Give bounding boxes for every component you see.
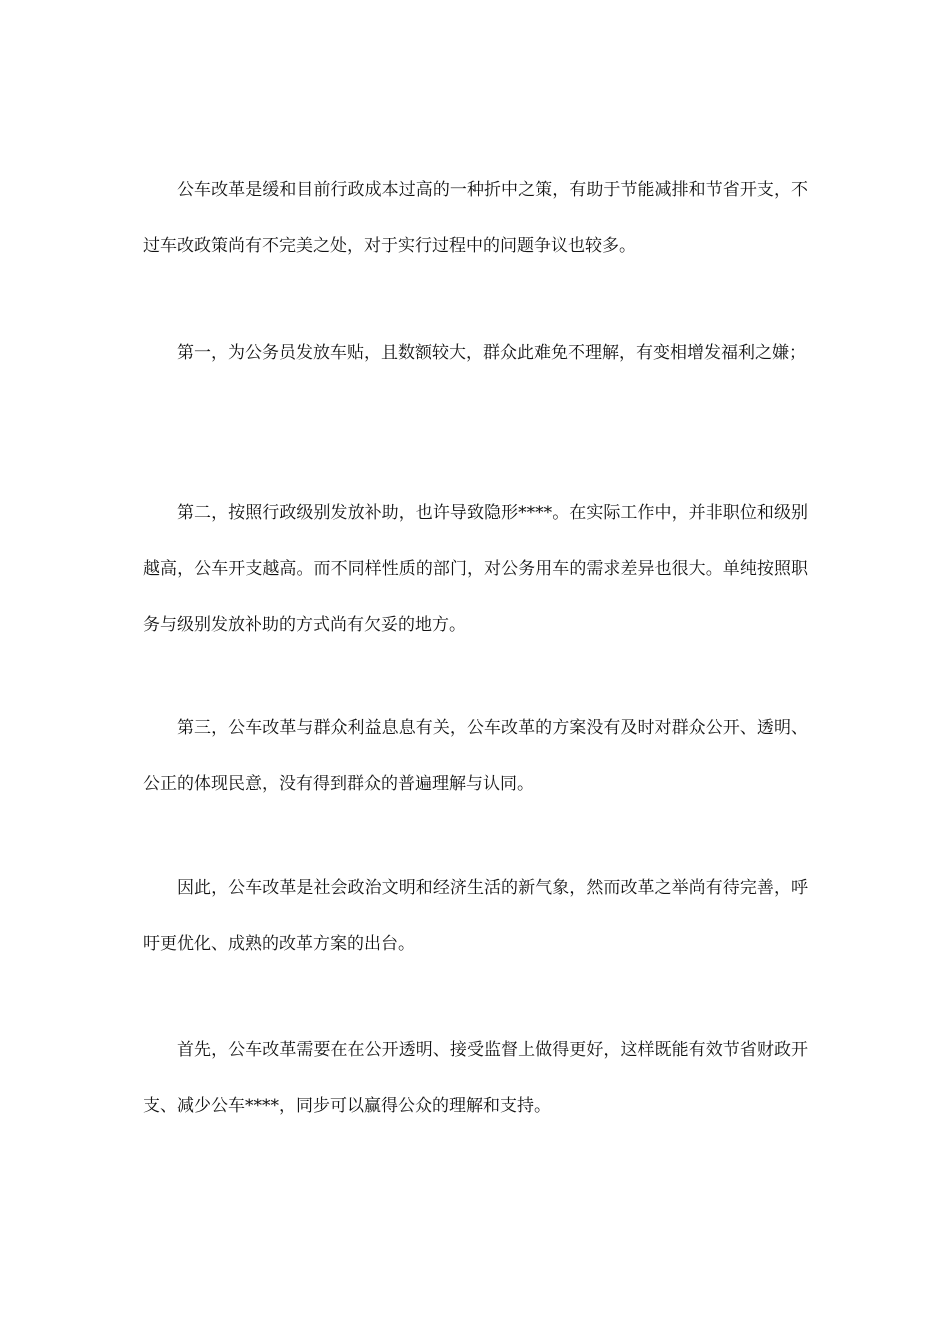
paragraph-third-issue: 第三，公车改革与群众利益息息有关，公车改革的方案没有及时对群众公开、透明、公正的体现民意，没有得到群众的普遍理解与认同。 — [143, 718, 808, 794]
paragraph-first-issue: 第一，为公务员发放车贴，且数额较大，群众此难免不理解，有变相增发福利之嫌； — [177, 343, 806, 363]
paragraph-second-issue: 第二，按照行政级别发放补助，也许导致隐形****。在实际工作中，并非职位和级别越高，公车开支越高。而不同样性质的部门，对公务用车的需求差异也很大。单纯按照职务与级别发放补助的方式尚有欠妥的地方。 — [143, 503, 808, 635]
paragraph-conclusion: 因此，公车改革是社会政治文明和经济生活的新气象，然而改革之举尚有待完善，呼吁更优化、成熟的改革方案的出台。 — [143, 878, 808, 954]
paragraph-recommendation: 首先，公车改革需要在在公开透明、接受监督上做得更好，这样既能有效节省财政开支、减少公车****，同步可以赢得公众的理解和支持。 — [143, 1040, 808, 1116]
paragraph-intro: 公车改革是缓和目前行政成本过高的一种折中之策，有助于节能减排和节省开支，不过车改政策尚有不完美之处，对于实行过程中的问题争议也较多。 — [143, 180, 808, 256]
